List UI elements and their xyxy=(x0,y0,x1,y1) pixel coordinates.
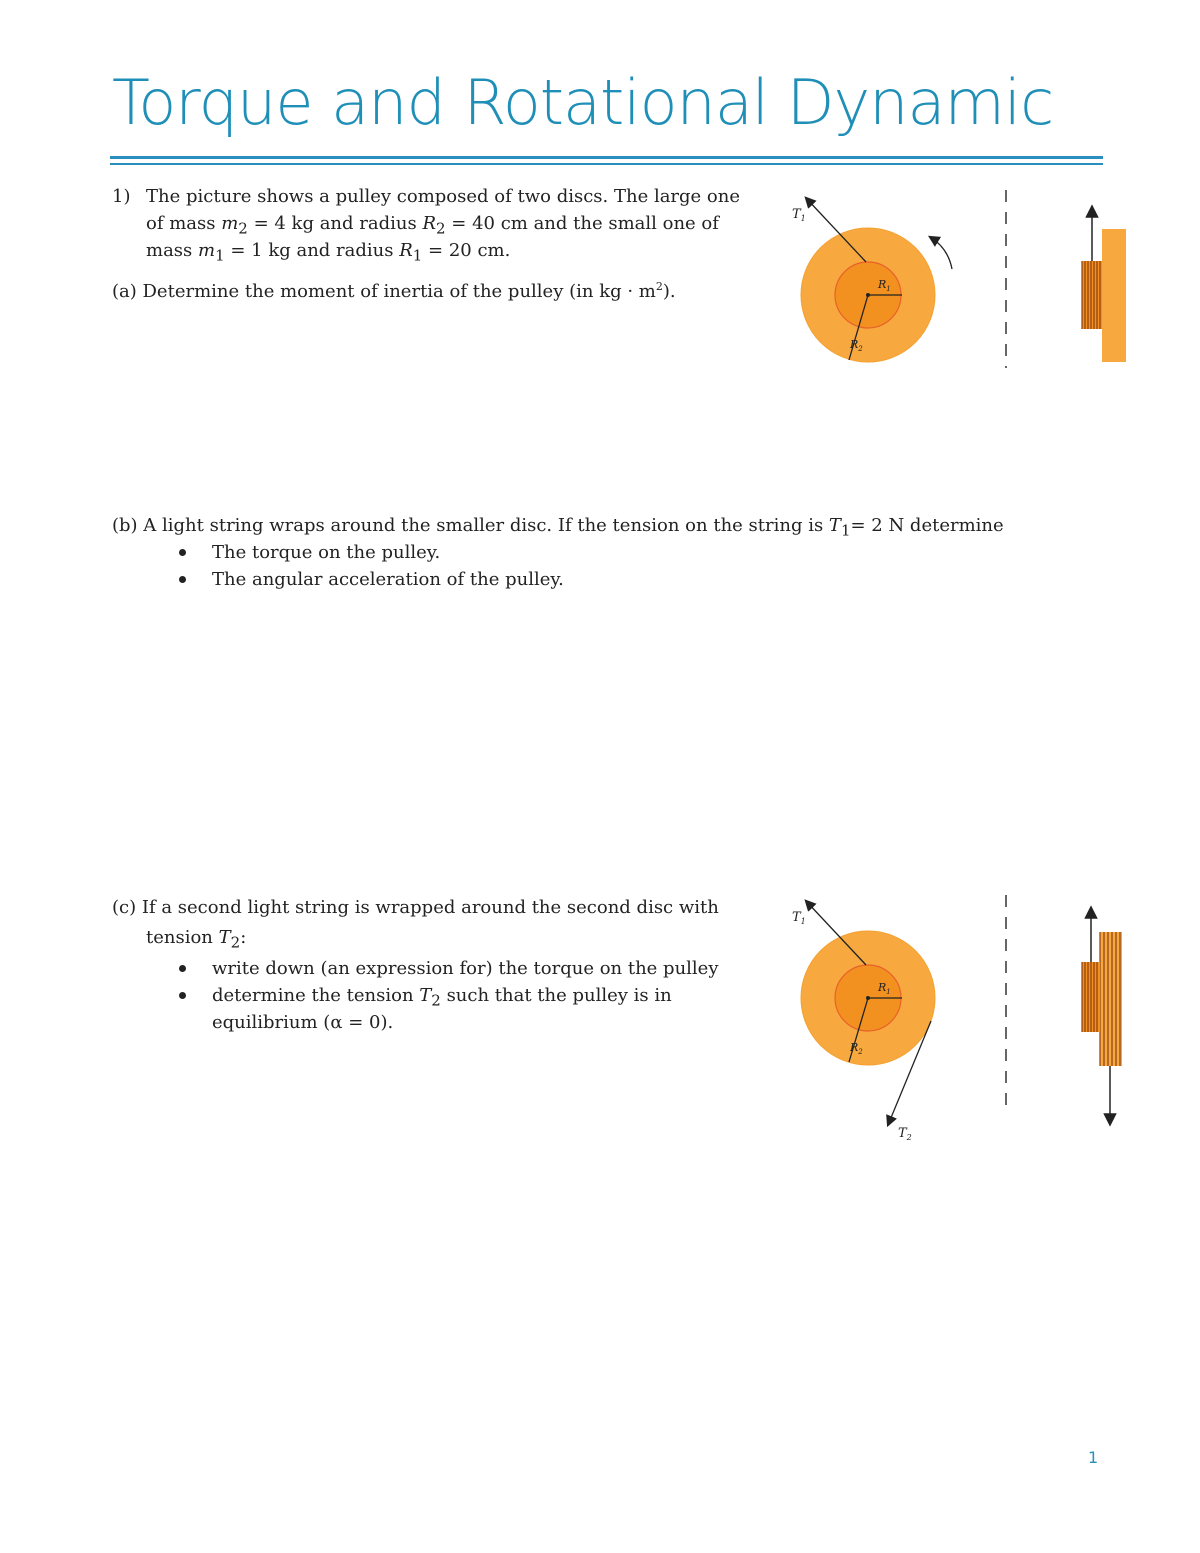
pulley-side-view-top xyxy=(1070,195,1140,370)
pulley-side-view-bottom xyxy=(1070,900,1140,1130)
page-number: 1 xyxy=(1088,1448,1099,1467)
divider-dashed-top xyxy=(1000,190,1012,370)
label-r2: $R_2$ xyxy=(850,338,863,353)
label-r1: $R_1$ xyxy=(878,278,891,293)
label-t1: $T_1$ xyxy=(792,207,806,223)
pulley-figure-bottom xyxy=(770,885,970,1155)
part-c-bullet-equilibrium: determine the tension $T_2$ such that the pulley is in xyxy=(212,982,672,1015)
label-t2: $T_2$ xyxy=(898,1126,912,1142)
part-c-bullet-torque-expression: write down (an expression for) the torque on the pulley xyxy=(212,955,719,982)
divider-dashed-bottom xyxy=(1000,895,1012,1110)
large-disc-side xyxy=(1102,229,1126,362)
pulley-axle xyxy=(866,996,870,1000)
intro-line-2: of mass $m_2 = 4$ kg and radius $R_2 = 40$ cm and the small one of xyxy=(146,213,719,238)
title-rule-bottom xyxy=(110,163,1103,165)
part-c-bullet-equilibrium-cont: equilibrium (α = 0). xyxy=(212,1012,394,1033)
page-title: Torque and Rotational Dynamic xyxy=(112,66,1054,139)
part-b-bullet-torque: The torque on the pulley. xyxy=(212,539,440,566)
part-c-line-2: tension $T_2$: xyxy=(146,927,247,952)
large-disc-side xyxy=(1100,932,1122,1066)
pulley-figure-top xyxy=(770,180,970,380)
label-t1: $T_1$ xyxy=(792,910,806,926)
part-c-line-1: (c) If a second light string is wrapped around the second disc with xyxy=(112,897,719,918)
title-rule-top xyxy=(110,156,1103,159)
label-r1: $R_1$ xyxy=(878,981,891,996)
part-a-question: (a) Determine the moment of inertia of the pulley (in kg · $m^2$). xyxy=(112,280,676,302)
intro-line-1: The picture shows a pulley composed of two discs. The large one xyxy=(146,186,741,207)
pulley-axle xyxy=(866,293,870,297)
problem-number: 1) xyxy=(112,186,131,207)
part-b-question: (b) A light string wraps around the smaller disc. If the tension on the string is $T_1= 2$ N determine xyxy=(112,515,1004,540)
rotation-arrow xyxy=(930,237,952,269)
intro-line-3: mass $m_1 = 1$ kg and radius $R_1 = 20$ cm. xyxy=(146,240,511,265)
label-r2: $R_2$ xyxy=(850,1041,863,1056)
part-b-bullet-angular-acceleration: The angular acceleration of the pulley. xyxy=(212,566,564,593)
